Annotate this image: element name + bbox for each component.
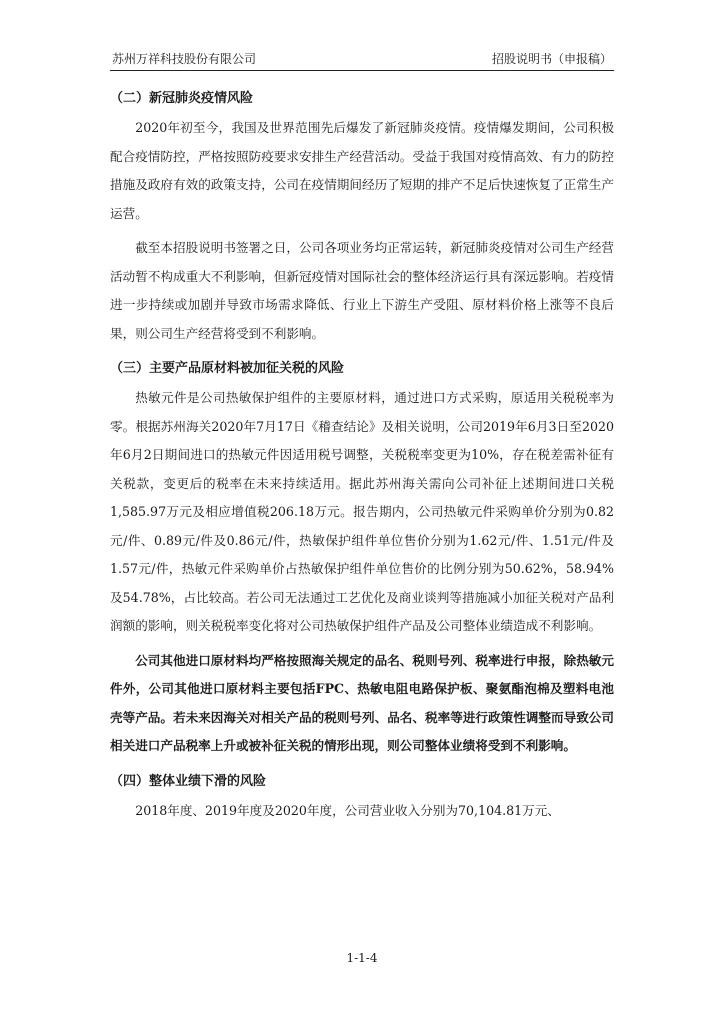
section-title-tariff-risk: （三）主要产品原材料被加征关税的风险 <box>110 361 345 376</box>
paragraph-revenue: 2018年度、2019年度及2020年度，公司营业收入分别为70,104.81万元、 <box>135 802 560 818</box>
paragraph-other-imports-bold: 公司其他进口原材料均严格按照海关规定的品名、税则号列、税率进行申报，除热敏元件外，公司其他进口原材料主要包括FPC、热敏电阻电路保护板、聚氨酯泡棉及塑料电池壳等产品。若未来因海关对相关产品的税则号列、品名、税率等进行政策性调整而导致公司相关进口产品税率上升或被补征关税的情形出现，则公司整体业绩将受到不利影响。 <box>110 652 614 753</box>
page-header <box>110 52 614 71</box>
paragraph-covid-impact: 截至本招股说明书签署之日，公司各项业务均正常运转，新冠肺炎疫情对公司生产经营活动暂不构成重大不利影响，但新冠疫情对国际社会的整体经济运行具有深远影响。若疫情进一步持续或加剧并导致市场需求降低、行业上下游生产受阻、原材料价格上涨等不良后果，则公司生产经营将受到不利影响。 <box>110 240 614 341</box>
section-title-performance-decline-risk: （四）整体业绩下滑的风险 <box>110 773 267 789</box>
paragraph-covid-outbreak: 2020年初至今，我国及世界范围先后爆发了新冠肺炎疫情。疫情爆发期间，公司积极配合疫情防控，严格按照防疫要求安排生产经营活动。受益于我国对疫情高效、有力的防控措施及政府有效的政策支持，公司在疫情期间经历了短期的排产不足后快速恢复了正常生产运营。 <box>110 120 614 221</box>
header-document-type: 招股说明书（申报稿） <box>491 52 612 66</box>
section-title-covid-risk: （二）新冠肺炎疫情风险 <box>110 91 254 106</box>
document-body <box>110 84 614 831</box>
page-number: 1-1-4 <box>346 951 378 965</box>
paragraph-thermal-component-tariff: 热敏元件是公司热敏保护组件的主要原材料，通过进口方式采购，原适用关税税率为零。根据苏州海关2020年7月17日《稽查结论》及相关说明，公司2019年6月3日至2020年6月2日期间进口的热敏元件因适用税号调整，关税税率变更为10%，存在税差需补征有关税款，变更后的税率在未来持续适用。据此苏州海关需向公司补征上述期间进口关税1,585.97万元及相应增值税206.18万元。报告期内，公司热敏元件采购单价分别为0.82元/件、0.89元/件及0.86元/件，热敏保护组件单位售价分别为1.62元/件、1.51元/件及1.57元/件，热敏元件采购单价占热敏保护组件单位售价的比例分别为50.62%，58.94%及54.78%，占比较高。若公司无法通过工艺优化及商业谈判等措施减小加征关税对产品利润额的影响，则关税税率变化将对公司热敏保护组件产品及公司整体业绩造成不利影响。 <box>110 390 614 633</box>
header-company-name: 苏州万祥科技股份有限公司 <box>112 52 257 66</box>
